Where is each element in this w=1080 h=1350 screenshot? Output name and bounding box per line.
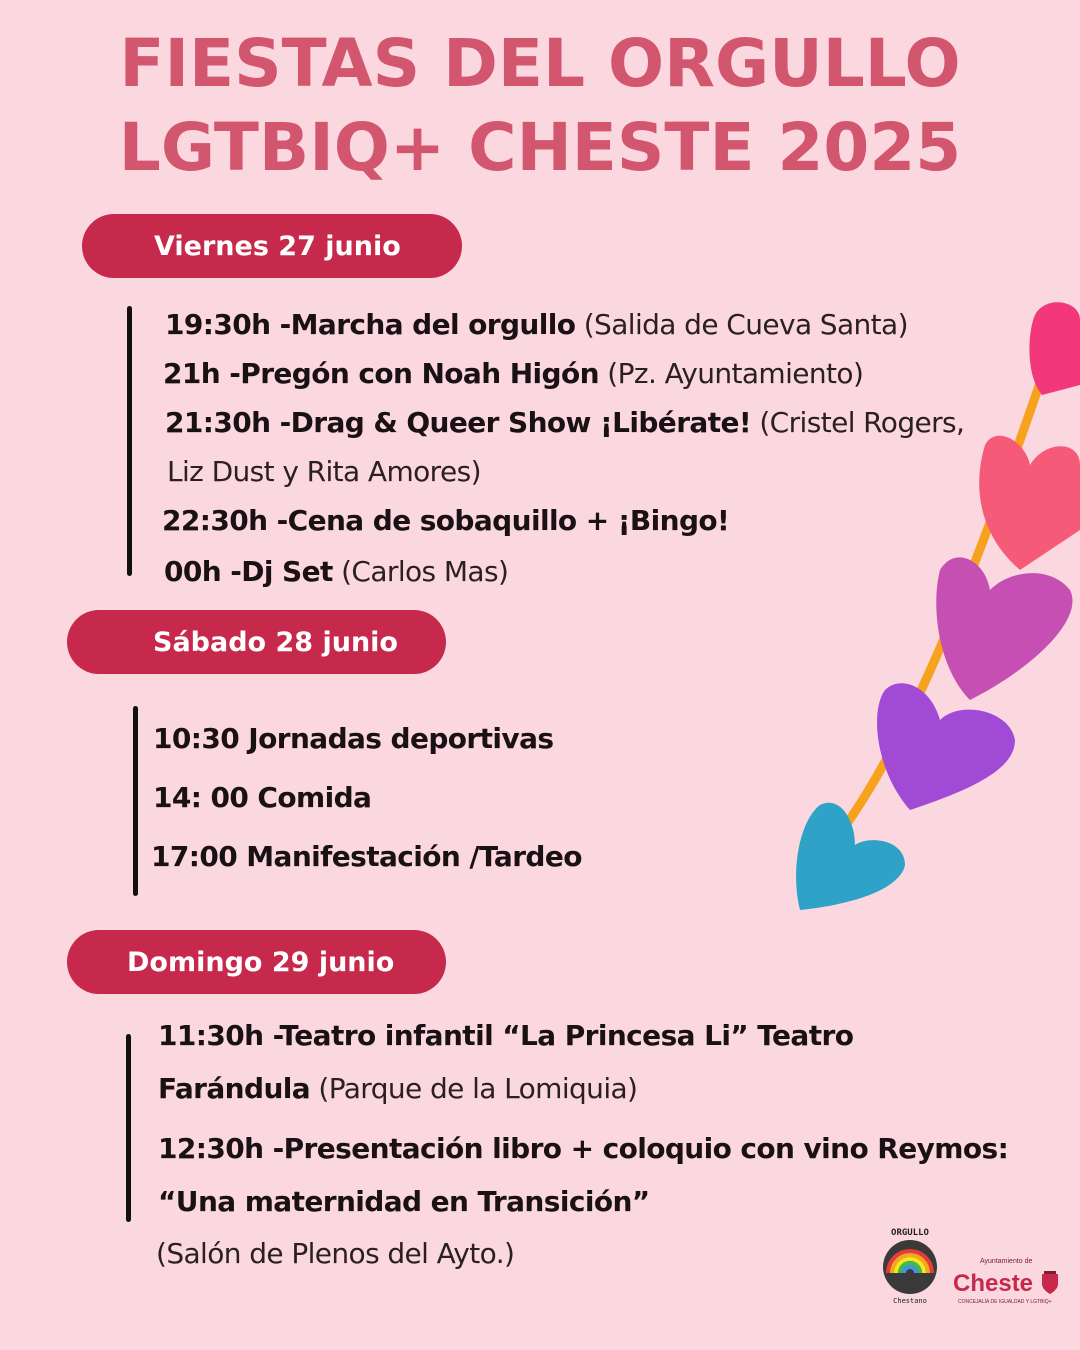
heart-icon <box>979 436 1080 570</box>
day-pill-viernes <box>82 214 462 278</box>
orgullo-logo <box>870 1225 950 1305</box>
heart-icon <box>1029 302 1080 395</box>
shield-icon <box>1040 1270 1060 1296</box>
day-pill-domingo <box>67 930 446 994</box>
event-line: “Una maternidad en Transición” <box>158 1185 650 1218</box>
day-label: Viernes 27 junio <box>154 230 401 262</box>
event-line: 21h -Pregón con Noah Higón (Pz. Ayuntamiento) <box>163 357 864 390</box>
timeline-line <box>127 306 132 576</box>
event-line: 10:30 Jornadas deportivas <box>153 722 554 755</box>
event-line: 12:30h -Presentación libro + coloquio con vino Reymos: <box>158 1132 1009 1165</box>
timeline-line <box>126 1034 131 1222</box>
heart-icon <box>877 683 1015 810</box>
cheste-logo-subtitle: CONCEJALÍA DE IGUALDAD Y LGTBIQ+ <box>958 1299 1052 1305</box>
event-line: 00h -Dj Set (Carlos Mas) <box>164 555 509 588</box>
day-label: Sábado 28 junio <box>153 626 398 658</box>
hearts-illustration <box>780 290 1080 920</box>
title-line-1: FIESTAS DEL ORGULLO <box>119 25 961 102</box>
event-line: 17:00 Manifestación /Tardeo <box>151 840 582 873</box>
svg-text:ORGULLO: ORGULLO <box>891 1228 929 1238</box>
event-line: 22:30h -Cena de sobaquillo + ¡Bingo! <box>162 504 730 537</box>
event-line: Liz Dust y Rita Amores) <box>167 455 481 488</box>
page-title <box>0 22 1080 190</box>
event-line: 19:30h -Marcha del orgullo (Salida de Cueva Santa) <box>165 308 908 341</box>
heart-icon <box>936 557 1072 700</box>
event-line: Farándula (Parque de la Lomiquia) <box>158 1072 638 1105</box>
cheste-logo-caption: Ayuntamiento de <box>980 1258 1033 1265</box>
event-line: 14: 00 Comida <box>153 781 372 814</box>
timeline-line <box>133 706 138 896</box>
event-line: 11:30h -Teatro infantil “La Princesa Li” Teatro <box>158 1019 854 1052</box>
day-pill-sabado <box>67 610 446 674</box>
day-label: Domingo 29 junio <box>127 946 395 978</box>
svg-text:Chestano: Chestano <box>893 1297 927 1305</box>
cheste-logo-name: Cheste <box>953 1270 1034 1297</box>
event-line: (Salón de Plenos del Ayto.) <box>156 1237 515 1270</box>
title-line-2: LGTBIQ+ CHESTE 2025 <box>118 109 962 186</box>
event-line: 21:30h -Drag & Queer Show ¡Libérate! (Cristel Rogers, <box>165 406 965 439</box>
